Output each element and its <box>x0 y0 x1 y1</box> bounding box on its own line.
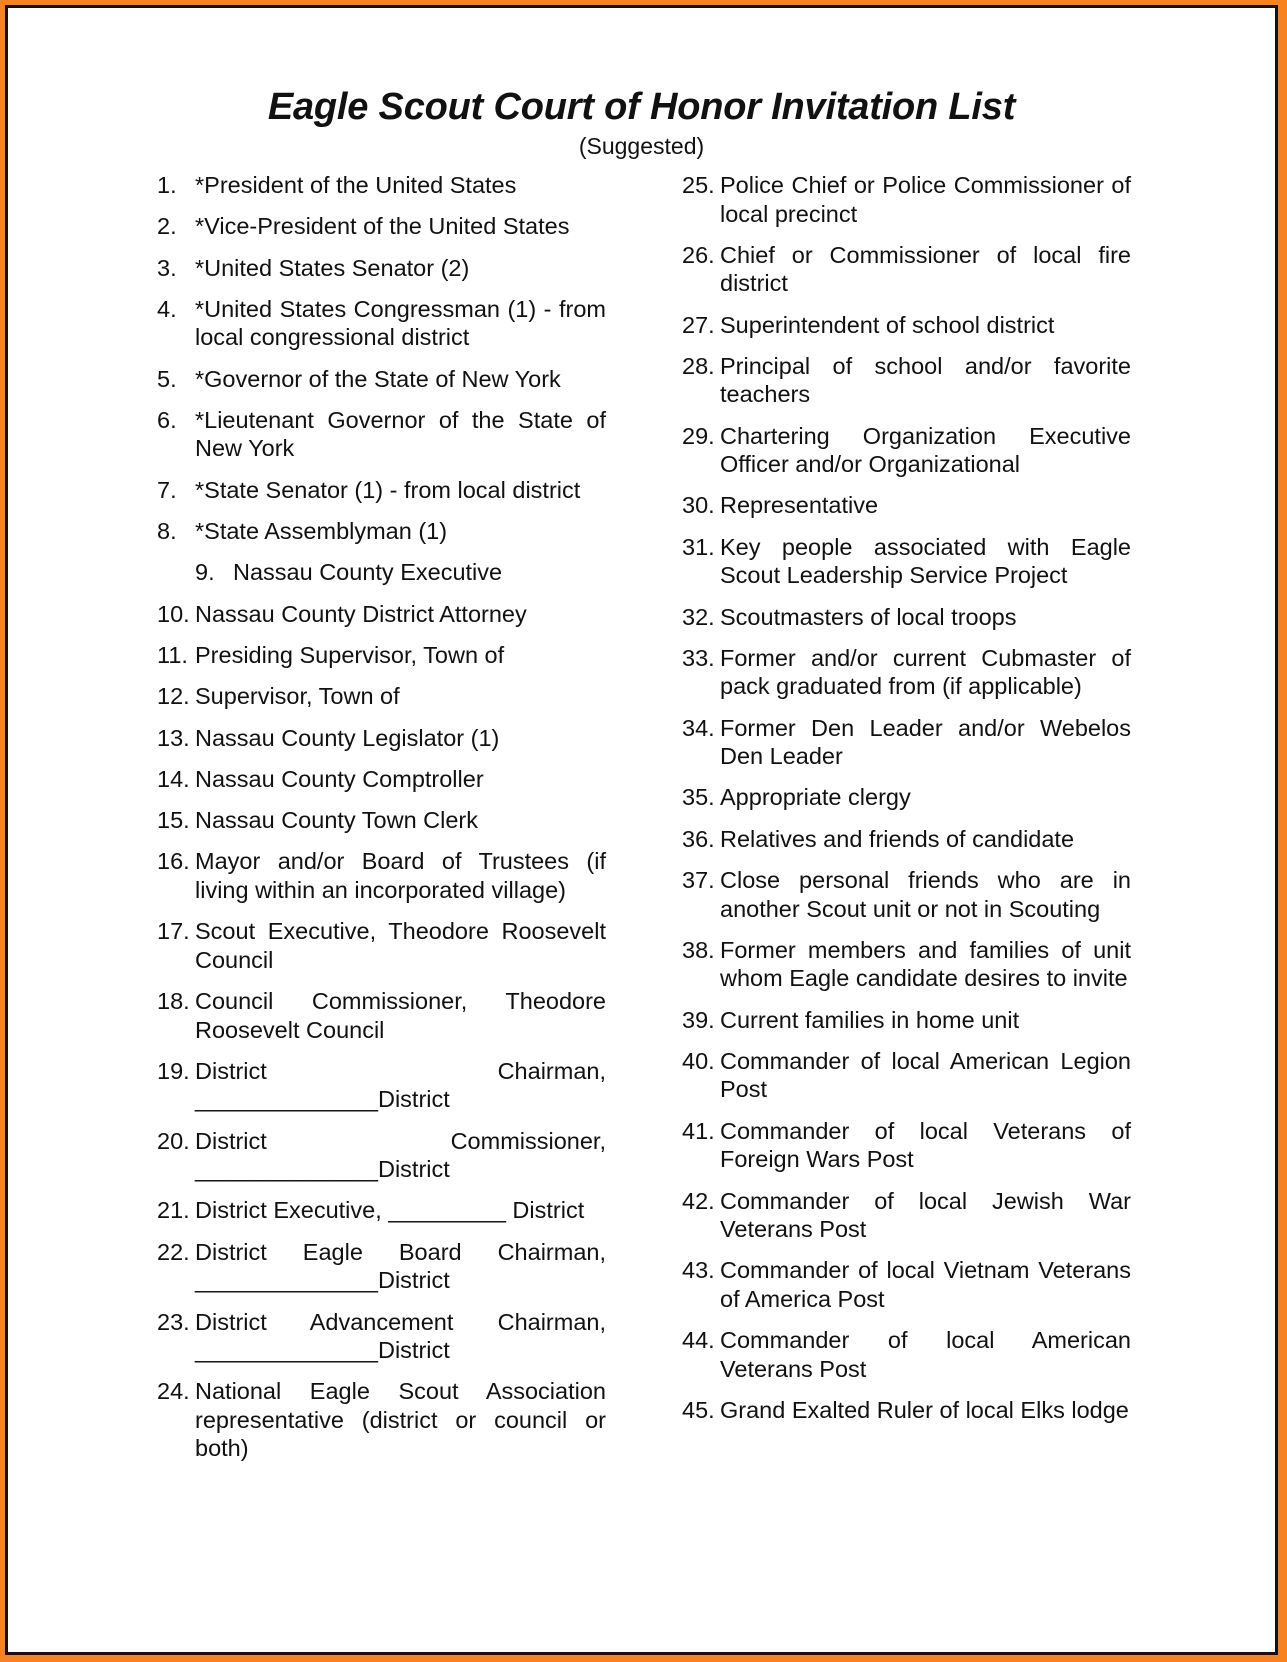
item-number: 29. <box>682 422 715 449</box>
item-text: Presiding Supervisor, Town of <box>195 641 505 668</box>
list-item <box>157 171 606 200</box>
list-item <box>157 1057 606 1114</box>
item-number: 15. <box>157 807 190 834</box>
item-text: *United States Senator (2) <box>195 254 470 281</box>
item-text: Council Commissioner, Theodore Roosevelt Council <box>195 988 606 1043</box>
list-item <box>157 1238 606 1295</box>
document-subtitle: (Suggested) <box>578 133 705 159</box>
item-text: *United States Congressman (1) - from local congressional district <box>195 295 606 351</box>
item-text: Scout Executive, Theodore Roosevelt Council <box>195 918 606 973</box>
item-text: Former and/or current Cubmaster of pack graduated from (if applicable) <box>720 644 1131 700</box>
item-text: Principal of school and/or favorite teachers <box>720 352 1131 408</box>
item-number: 28. <box>682 352 715 379</box>
list-item <box>682 352 1131 409</box>
item-text: Commander of local Vietnam Veterans of America Post <box>720 1257 1131 1312</box>
item-text: Commander of local American Veterans Post <box>720 1327 1131 1382</box>
list-item <box>157 600 606 629</box>
list-item <box>157 641 606 670</box>
item-text: Police Chief or Police Commissioner of local precinct <box>720 172 1131 227</box>
list-item <box>157 917 606 974</box>
item-number: 30. <box>682 492 715 519</box>
list-item <box>682 1326 1131 1383</box>
item-number: 38. <box>682 936 715 963</box>
item-text: Key people associated with Eagle Scout Leadership Service Project <box>720 533 1131 589</box>
item-number: 9. <box>195 559 215 586</box>
item-text: District Advancement Chairman, ______________District <box>195 1308 606 1364</box>
list-item <box>682 422 1131 479</box>
item-number: 36. <box>682 825 715 852</box>
list-item <box>682 714 1131 771</box>
item-text: Relatives and friends of candidate <box>720 825 1075 852</box>
list-item <box>682 783 1131 812</box>
item-number: 3. <box>157 254 177 281</box>
item-text: Representative <box>720 492 879 519</box>
item-number: 20. <box>157 1127 190 1154</box>
item-number: 13. <box>157 724 190 751</box>
item-number: 7. <box>157 476 177 503</box>
item-number: 17. <box>157 918 190 945</box>
list-item <box>682 311 1131 340</box>
item-number: 18. <box>157 988 190 1015</box>
item-text: District Chairman, ______________District <box>195 1057 606 1113</box>
item-number: 27. <box>682 311 715 338</box>
list-item <box>157 406 606 463</box>
list-item <box>157 765 606 794</box>
list-item <box>157 847 606 904</box>
item-text: Former members and families of unit whom Eagle candidate desires to invite <box>720 936 1131 992</box>
document-title: Eagle Scout Court of Honor Invitation List <box>267 86 1016 128</box>
item-text: *President of the United States <box>195 172 517 198</box>
item-text: District Executive, _________ District <box>195 1197 585 1224</box>
item-number: 37. <box>682 867 715 894</box>
list-item <box>682 936 1131 993</box>
item-number: 31. <box>682 533 715 560</box>
list-item <box>157 295 606 352</box>
item-text: Close personal friends who are in another Scout unit or not in Scouting <box>720 867 1131 922</box>
list-item <box>157 987 606 1044</box>
item-text: Appropriate clergy <box>720 784 911 811</box>
item-text: Commander of local Veterans of Foreign Wars Post <box>720 1117 1131 1173</box>
list-item <box>682 866 1131 923</box>
item-number: 41. <box>682 1117 715 1144</box>
item-number: 8. <box>157 518 177 545</box>
item-number: 33. <box>682 644 715 671</box>
item-number: 21. <box>157 1197 190 1224</box>
item-number: 1. <box>157 172 177 198</box>
item-text: Mayor and/or Board of Trustees (if living within an incorporated village) <box>195 848 606 903</box>
item-number: 10. <box>157 600 190 627</box>
item-text: Nassau County Comptroller <box>195 765 484 792</box>
item-number: 25. <box>682 172 715 198</box>
item-text: District Eagle Board Chairman, ______________District <box>195 1238 606 1294</box>
item-text: Scoutmasters of local troops <box>720 603 1017 630</box>
item-text: *State Assemblyman (1) <box>195 518 448 545</box>
list-item <box>682 1047 1131 1104</box>
item-text: Nassau County Executive <box>233 559 503 586</box>
list-item <box>157 1308 606 1365</box>
item-text: Supervisor, Town of <box>195 683 400 710</box>
list-item <box>682 533 1131 590</box>
item-text: Current families in home unit <box>720 1006 1020 1033</box>
item-number: 5. <box>157 365 177 392</box>
list-item <box>157 476 606 505</box>
list-item <box>157 254 606 283</box>
left-column-list <box>157 171 606 1476</box>
list-item <box>682 241 1131 298</box>
item-number: 24. <box>157 1378 190 1405</box>
item-number: 35. <box>682 784 715 811</box>
list-item <box>157 724 606 753</box>
item-text: National Eagle Scout Association representative (district or council or both) <box>195 1378 606 1462</box>
item-number: 34. <box>682 714 715 741</box>
item-text: *Governor of the State of New York <box>195 365 561 392</box>
item-text: Commander of local Jewish War Veterans Post <box>720 1187 1131 1243</box>
list-item <box>682 603 1131 632</box>
item-text: Nassau County District Attorney <box>195 600 527 627</box>
list-item <box>682 644 1131 701</box>
item-number: 40. <box>682 1047 715 1074</box>
list-item <box>682 1187 1131 1244</box>
item-number: 43. <box>682 1257 715 1284</box>
item-number: 44. <box>682 1327 715 1354</box>
item-text: *State Senator (1) - from local district <box>195 476 581 503</box>
item-text: *Vice-President of the United States <box>195 213 570 240</box>
item-number: 6. <box>157 406 177 433</box>
item-number: 19. <box>157 1057 190 1084</box>
list-item <box>682 1006 1131 1035</box>
item-text: Former Den Leader and/or Webelos Den Leader <box>720 714 1131 770</box>
item-number: 2. <box>157 213 177 240</box>
item-text: Nassau County Legislator (1) <box>195 724 500 751</box>
list-item <box>157 517 606 546</box>
item-number: 32. <box>682 603 715 630</box>
item-text: District Commissioner, ______________District <box>195 1127 606 1183</box>
item-number: 12. <box>157 683 190 710</box>
item-text: *Lieutenant Governor of the State of New York <box>195 406 606 462</box>
item-number: 23. <box>157 1308 190 1335</box>
list-item <box>157 1377 606 1463</box>
document-page <box>5 5 1278 1655</box>
item-number: 26. <box>682 241 715 268</box>
list-item <box>157 682 606 711</box>
list-item <box>682 1256 1131 1313</box>
list-item <box>157 1196 606 1225</box>
item-number: 16. <box>157 848 190 875</box>
list-item <box>682 171 1131 228</box>
item-text: Nassau County Town Clerk <box>195 807 478 834</box>
item-text: Commander of local American Legion Post <box>720 1047 1131 1103</box>
list-item <box>157 806 606 835</box>
list-item <box>682 825 1131 854</box>
list-item <box>682 1396 1131 1425</box>
item-number: 11. <box>157 641 188 668</box>
item-text: Grand Exalted Ruler of local Elks lodge <box>720 1396 1129 1423</box>
item-number: 45. <box>682 1396 715 1423</box>
right-column-list <box>682 171 1131 1437</box>
item-text: Chief or Commissioner of local fire district <box>720 241 1131 297</box>
item-number: 14. <box>157 765 190 792</box>
list-item <box>157 212 606 241</box>
item-number: 42. <box>682 1187 715 1214</box>
list-item <box>157 365 606 394</box>
list-item <box>682 491 1131 520</box>
list-item <box>157 1127 606 1184</box>
item-text: Chartering Organization Executive Officer and/or Organizational <box>720 422 1131 478</box>
item-number: 39. <box>682 1006 715 1033</box>
list-item <box>682 1117 1131 1174</box>
list-item <box>157 558 606 587</box>
item-number: 22. <box>157 1238 190 1265</box>
item-text: Superintendent of school district <box>720 311 1055 338</box>
item-number: 4. <box>157 295 177 322</box>
